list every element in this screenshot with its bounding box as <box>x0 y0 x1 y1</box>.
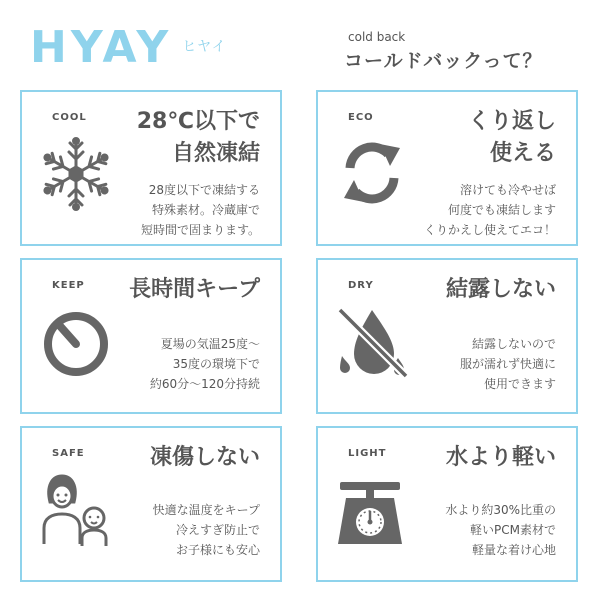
snowflake-icon <box>36 132 116 212</box>
card-title: 水より軽い <box>445 445 556 470</box>
mother-child-icon <box>36 468 116 548</box>
card-title: 長時間キープ <box>129 277 260 302</box>
card-tag: KEEP <box>52 280 85 291</box>
card-title: 結露しない <box>445 277 556 302</box>
question-title: コールドバックって？ <box>344 50 543 72</box>
brand-logo <box>30 22 227 73</box>
feature-card-dry <box>316 258 578 414</box>
card-title: 28℃以下で 自然凍結 <box>136 109 260 166</box>
recycle-arrows-icon <box>332 132 412 212</box>
card-tag: DRY <box>348 280 374 291</box>
card-description: 夏場の気温25度〜 35度の環境下で 約60分〜120分持続 <box>149 337 260 391</box>
card-tag: LIGHT <box>348 448 387 459</box>
feature-card-cool <box>20 90 282 246</box>
card-tag: ECO <box>348 112 374 123</box>
card-description: 結露しないので 服が濡れず快適に 使用できます <box>459 337 556 391</box>
card-title: 凍傷しない <box>149 445 260 470</box>
card-description: 快適な温度をキープ 冷えすぎ防止で お子様にも安心 <box>152 503 260 557</box>
card-description: 溶けても冷やせば 何度でも凍結します くりかえし使えてエコ！ <box>423 183 556 237</box>
card-description: 水より約30%比重の 軽いPCM素材で 軽量な着け心地 <box>445 503 556 557</box>
feature-card-eco <box>316 90 578 246</box>
no-drop-icon <box>332 300 412 380</box>
question-subtitle: cold back <box>348 30 406 44</box>
brand-kana: ヒヤイ <box>182 39 227 55</box>
feature-card-safe <box>20 426 282 582</box>
feature-card-keep <box>20 258 282 414</box>
brand-name: HYAY <box>30 22 173 73</box>
feature-card-light <box>316 426 578 582</box>
card-description: 28度以下で凍結する 特殊素材。冷蔵庫で 短時間で固まります。 <box>140 183 260 237</box>
card-tag: COOL <box>52 112 87 123</box>
scale-icon <box>332 468 412 548</box>
timer-icon <box>36 300 116 380</box>
card-title: くり返し 使える <box>467 109 556 166</box>
card-tag: SAFE <box>52 448 85 459</box>
